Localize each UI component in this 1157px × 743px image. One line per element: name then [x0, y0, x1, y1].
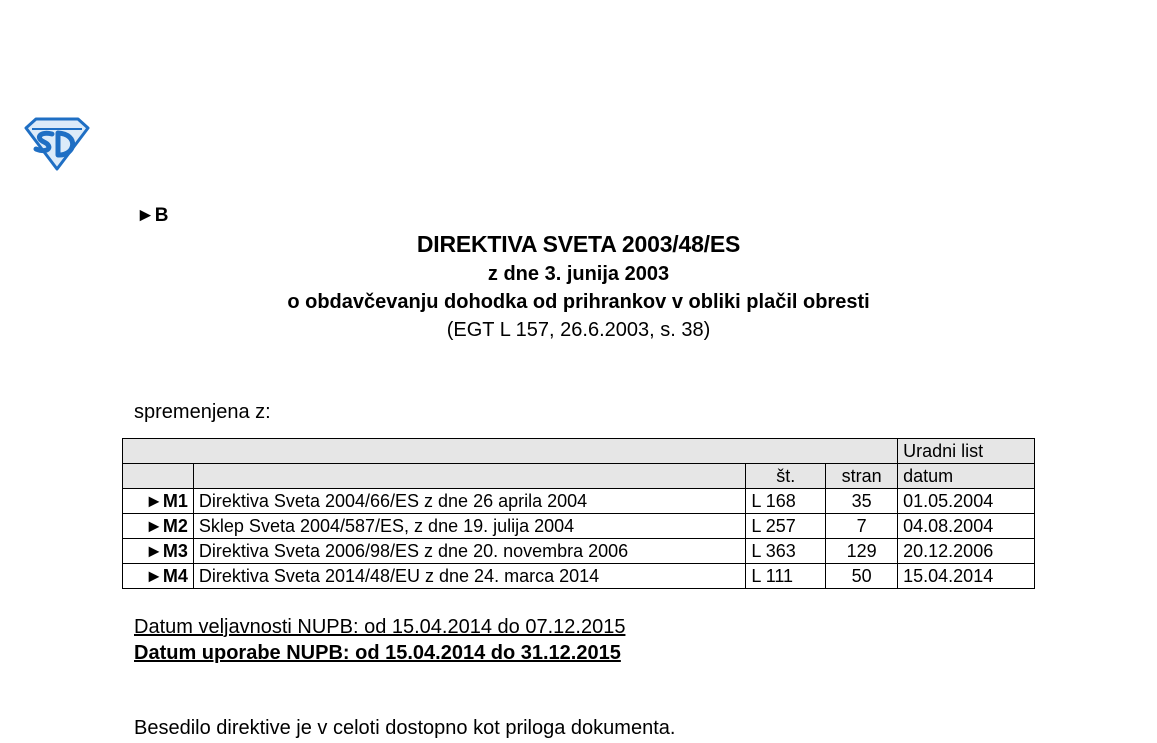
directive-reference: (EGT L 157, 26.6.2003, s. 38): [446, 319, 711, 341]
amendment-act: Direktiva Sveta 2014/48/EU z dne 24. marca 2014: [193, 564, 745, 589]
amendment-date: 04.08.2004: [898, 514, 1035, 539]
amendment-page: 35: [826, 489, 898, 514]
table-row: [123, 539, 1035, 564]
table-header-spacer: [123, 439, 898, 464]
amendment-date: 01.05.2004: [898, 489, 1035, 514]
table-header-official-journal: Uradni list: [898, 439, 1035, 464]
directive-title: DIREKTIVA SVETA 2003/48/ES: [416, 231, 741, 257]
amendment-marker[interactable]: ►M2: [123, 514, 194, 539]
amendment-act: Direktiva Sveta 2006/98/ES z dne 20. novembra 2006: [193, 539, 745, 564]
table-header-number: št.: [746, 464, 826, 489]
table-header-row: [123, 464, 1035, 489]
amendment-page: 7: [826, 514, 898, 539]
amendment-date: 20.12.2006: [898, 539, 1035, 564]
amendment-number: L 257: [746, 514, 826, 539]
amendment-act: Sklep Sveta 2004/587/ES, z dne 19. julija 2004: [193, 514, 745, 539]
amendments-table: [122, 438, 1035, 589]
table-header-empty: [123, 464, 194, 489]
sd-shield-logo-icon: [22, 116, 92, 172]
footer-note: Besedilo direktive je v celoti dostopno kot priloga dokumenta.: [134, 717, 676, 739]
amendment-marker[interactable]: ►M1: [123, 489, 194, 514]
table-header-row-group: [123, 439, 1035, 464]
application-date: Datum uporabe NUPB: od 15.04.2014 do 31.12.2015: [134, 642, 621, 664]
table-row: [123, 489, 1035, 514]
amendment-marker[interactable]: ►M4: [123, 564, 194, 589]
table-header-page: stran: [826, 464, 898, 489]
table-header-empty: [193, 464, 745, 489]
version-marker-b: ►B: [136, 205, 169, 226]
directive-subject: o obdavčevanju dohodka od prihrankov v obliki plačil obresti: [287, 291, 870, 313]
amendment-page: 129: [826, 539, 898, 564]
amendment-number: L 111: [746, 564, 826, 589]
amendment-number: L 363: [746, 539, 826, 564]
validity-date: Datum veljavnosti NUPB: od 15.04.2014 do 07.12.2015: [134, 616, 626, 638]
amendment-date: 15.04.2014: [898, 564, 1035, 589]
amendment-number: L 168: [746, 489, 826, 514]
amendment-page: 50: [826, 564, 898, 589]
table-row: [123, 514, 1035, 539]
amendment-marker[interactable]: ►M3: [123, 539, 194, 564]
table-header-date: datum: [898, 464, 1035, 489]
table-row: [123, 564, 1035, 589]
amended-by-label: spremenjena z:: [134, 401, 271, 423]
amendment-act: Direktiva Sveta 2004/66/ES z dne 26 aprila 2004: [193, 489, 745, 514]
directive-date: z dne 3. junija 2003: [487, 263, 670, 285]
